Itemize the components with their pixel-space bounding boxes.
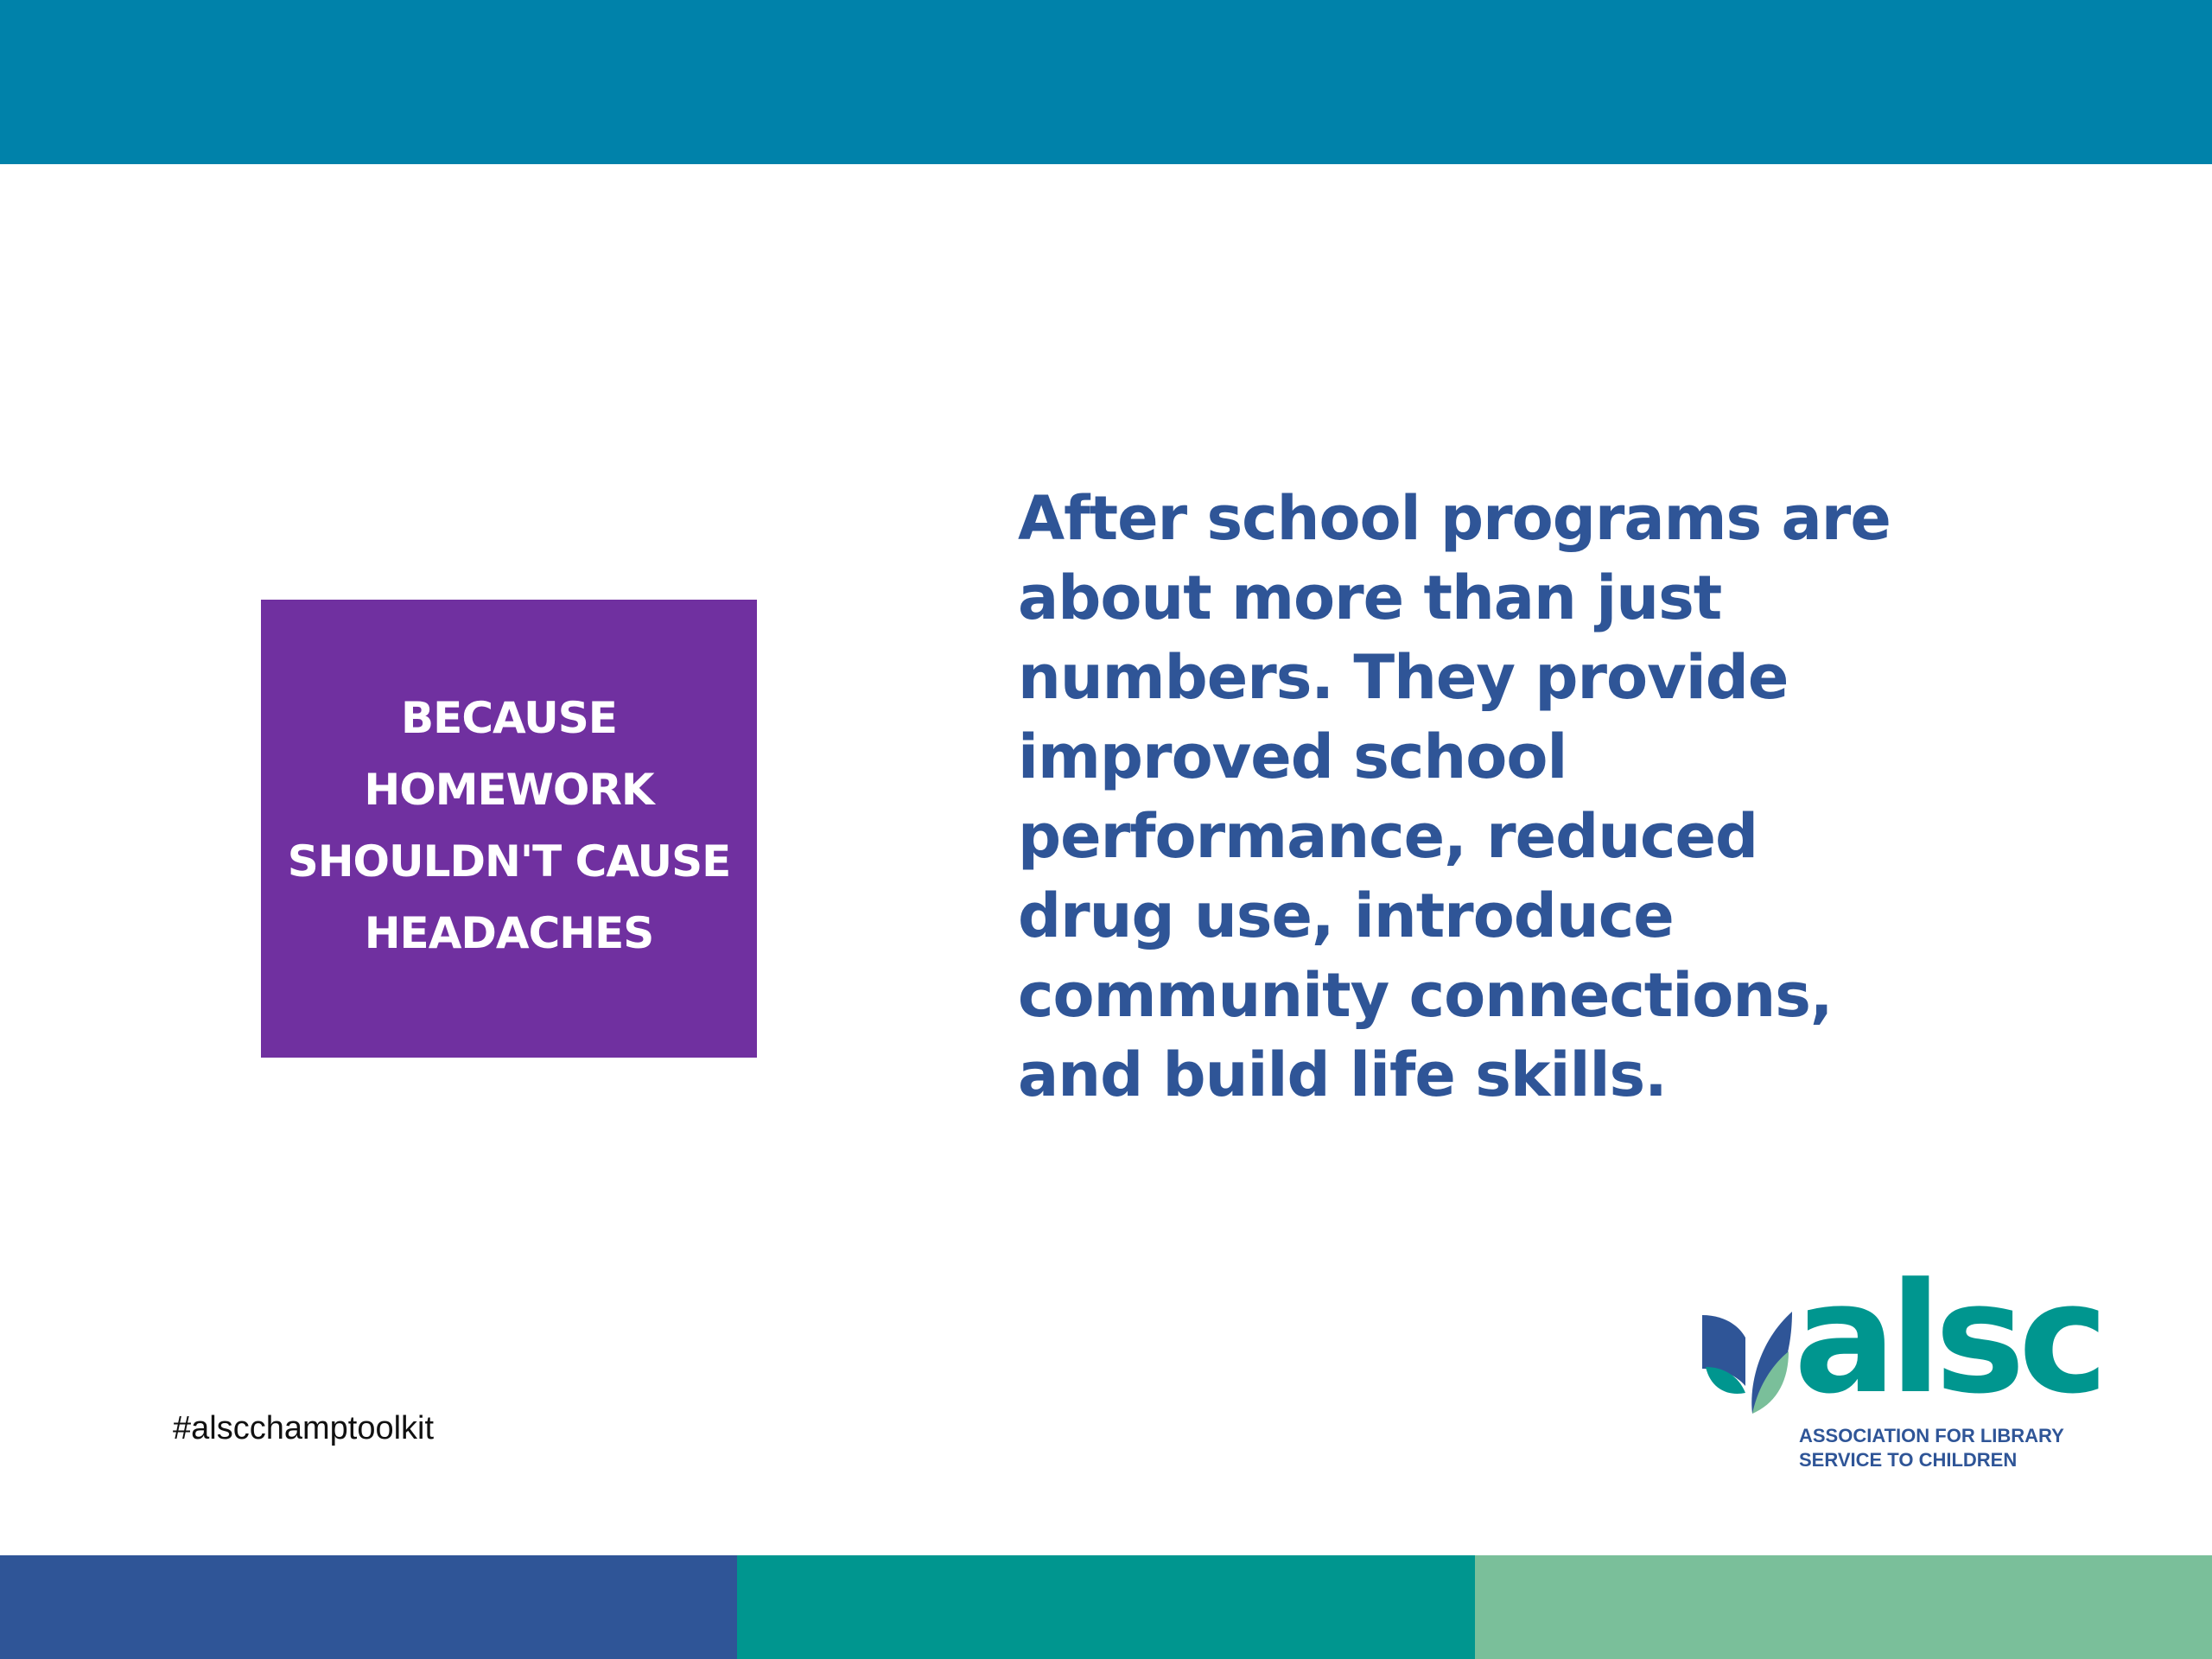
bottom-bar-segment-teal [737, 1555, 1474, 1659]
bottom-bar-segment-green [1475, 1555, 2212, 1659]
bottom-bar-segment-blue [0, 1555, 737, 1659]
alsc-logo [1702, 1250, 2108, 1478]
alsc-wordmark: alsc [1794, 1250, 2102, 1427]
callout-text: BECAUSE HOMEWORK SHOULDN'T CAUSE HEADACHES [287, 693, 731, 958]
top-banner-bar [0, 0, 2212, 164]
homework-callout-box [261, 600, 757, 1058]
alsc-book-leaf-icon [1702, 1306, 1796, 1417]
hashtag-label: #alscchamptoolkit [173, 1410, 435, 1446]
bottom-color-bar [0, 1555, 2212, 1659]
alsc-tagline: ASSOCIATION FOR LIBRARY SERVICE TO CHILDREN [1799, 1425, 2064, 1471]
main-message: After school programs are about more than just numbers. They provide improved school performance, reduced drug use, introduce community connections, and build life skills. [1018, 483, 1891, 1110]
